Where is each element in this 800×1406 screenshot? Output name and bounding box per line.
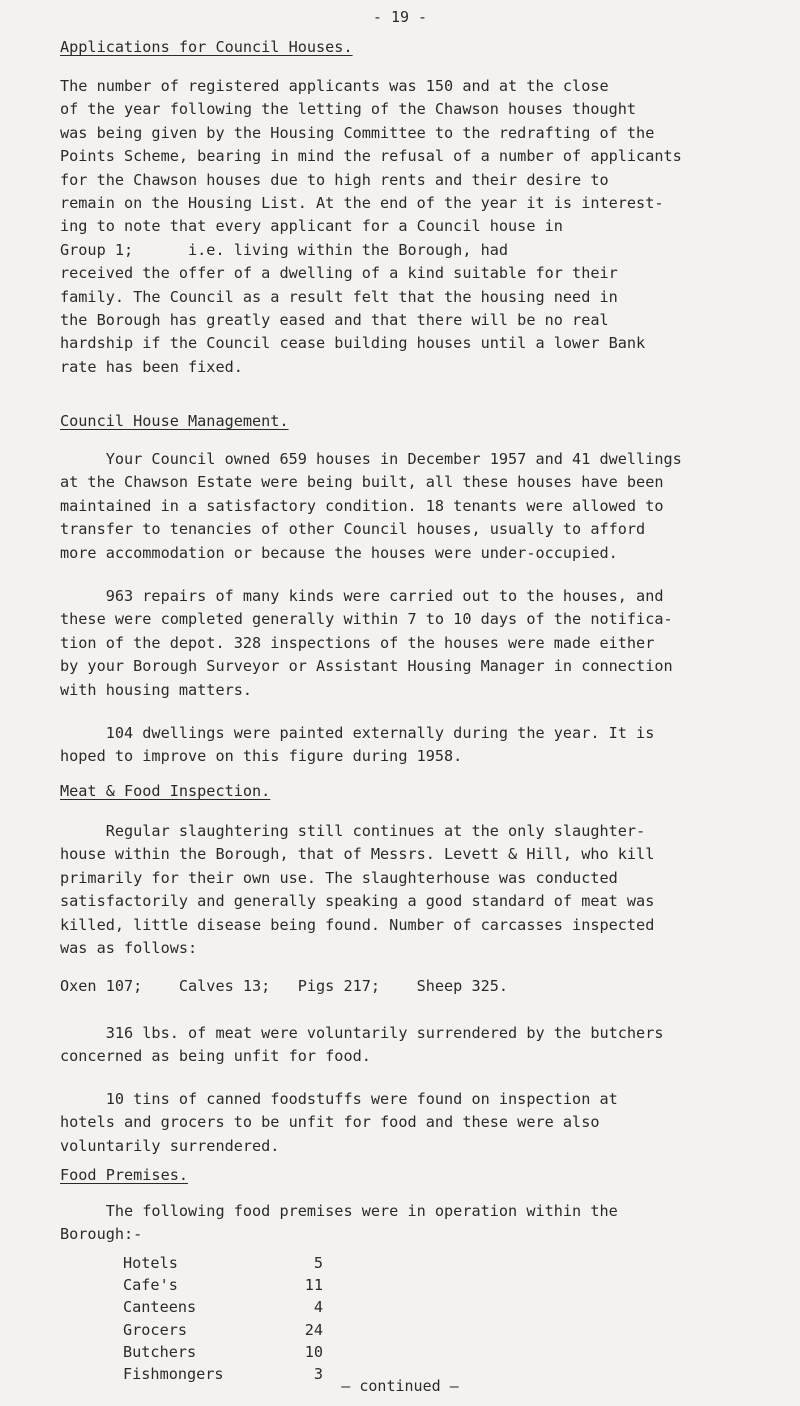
management-paragraph-2 — [60, 585, 780, 702]
text-line: was being given by the Housing Committee to the redrafting of the — [60, 123, 655, 142]
text-line: hoped to improve on this figure during 1958. — [60, 747, 463, 766]
text-line: by your Borough Surveyor or Assistant Housing Manager in connection — [60, 657, 673, 676]
premises-count: 5 — [313, 1254, 323, 1272]
text-line: remain on the Housing List. At the end of the year it is interest- — [60, 194, 664, 213]
text-line: of the year following the letting of the Chawson houses thought — [60, 100, 637, 119]
meat-paragraph-1 — [60, 820, 780, 960]
text-line: voluntarily surrendered. — [60, 1136, 280, 1155]
text-line: The following food premises were in operation within the — [60, 1202, 618, 1220]
premises-count: 3 — [313, 1365, 323, 1384]
table-row — [123, 1252, 323, 1274]
text-line: received the offer of a dwelling of a kind suitable for their — [60, 264, 618, 283]
table-row — [123, 1341, 323, 1363]
text-line: Oxen 107; Calves 13; Pigs 217; Sheep 325. — [60, 977, 509, 995]
text-line: The number of registered applicants was 150 and at the close — [60, 77, 609, 95]
premises-intro — [60, 1200, 780, 1247]
meat-paragraph-2 — [60, 1022, 780, 1069]
text-line: for the Chawson houses due to high rents and their desire to — [60, 170, 609, 189]
text-line: these were completed generally within 7 to 10 days of the notifica- — [60, 610, 673, 629]
heading-management: Council House Management. — [60, 412, 289, 430]
premises-count: 10 — [304, 1342, 323, 1361]
heading-applications: Applications for Council Houses. — [60, 38, 353, 56]
table-row — [123, 1274, 323, 1296]
premises-count: 11 — [304, 1276, 323, 1295]
premises-type: Canteens — [123, 1298, 197, 1317]
table-row — [123, 1296, 323, 1318]
text-line: more accommodation or because the houses were under-occupied. — [60, 543, 618, 562]
carcass-counts — [60, 975, 780, 998]
text-line: house within the Borough, that of Messrs. Levett & Hill, who kill — [60, 845, 655, 864]
meat-paragraph-3 — [60, 1088, 780, 1158]
text-line: Your Council owned 659 houses in December 1957 and 41 dwellings — [60, 450, 682, 468]
text-line: concerned as being unfit for food. — [60, 1047, 371, 1066]
premises-type: Butchers — [123, 1342, 197, 1361]
text-line: the Borough has greatly eased and that there will be no real — [60, 311, 609, 330]
text-line: hotels and grocers to be unfit for food and these were also — [60, 1113, 600, 1132]
premises-type: Fishmongers — [123, 1365, 224, 1384]
management-paragraph-1 — [60, 448, 780, 565]
text-line: killed, little disease being found. Number of carcasses inspected — [60, 915, 655, 934]
text-line: 104 dwellings were painted externally during the year. It is — [60, 724, 655, 742]
text-line: maintained in a satisfactory condition. 18 tenants were allowed to — [60, 496, 664, 515]
text-line: satisfactorily and generally speaking a good standard of meat was — [60, 892, 655, 911]
text-line: rate has been fixed. — [60, 357, 243, 376]
premises-type: Grocers — [123, 1320, 188, 1339]
management-paragraph-3 — [60, 722, 780, 769]
text-line: 10 tins of canned foodstuffs were found on inspection at — [60, 1090, 618, 1108]
text-line: was as follows: — [60, 939, 198, 958]
premises-type: Cafe's — [123, 1276, 178, 1295]
text-line: at the Chawson Estate were being built, all these houses have been — [60, 473, 664, 492]
text-line: ing to note that every applicant for a Council house in — [60, 217, 563, 236]
text-line: Points Scheme, bearing in mind the refusal of a number of applicants — [60, 147, 682, 166]
continued-note: – continued – — [341, 1377, 459, 1395]
premises-count: 4 — [313, 1298, 323, 1317]
text-line: tion of the depot. 328 inspections of the houses were made either — [60, 633, 655, 652]
text-line: primarily for their own use. The slaughterhouse was conducted — [60, 868, 618, 887]
heading-food-premises: Food Premises. — [60, 1166, 189, 1184]
text-line: 316 lbs. of meat were voluntarily surrendered by the butchers — [60, 1024, 664, 1042]
text-line: transfer to tenancies of other Council houses, usually to afford — [60, 520, 646, 539]
applications-paragraph — [60, 75, 780, 379]
text-line: hardship if the Council cease building houses until a lower Bank — [60, 334, 646, 353]
text-line: 963 repairs of many kinds were carried out to the houses, and — [60, 587, 664, 605]
premises-table — [123, 1252, 323, 1385]
premises-count: 24 — [304, 1320, 323, 1339]
text-line: Borough:- — [60, 1225, 143, 1244]
heading-meat-inspection: Meat & Food Inspection. — [60, 782, 271, 800]
text-line: family. The Council as a result felt that the housing need in — [60, 287, 618, 306]
text-line: Regular slaughtering still continues at the only slaughter- — [60, 822, 646, 840]
table-row — [123, 1319, 323, 1341]
page-number: - 19 - — [372, 8, 428, 26]
text-line: Group 1; i.e. living within the Borough, had — [60, 240, 509, 259]
text-line: with housing matters. — [60, 680, 253, 699]
premises-type: Hotels — [123, 1254, 178, 1272]
